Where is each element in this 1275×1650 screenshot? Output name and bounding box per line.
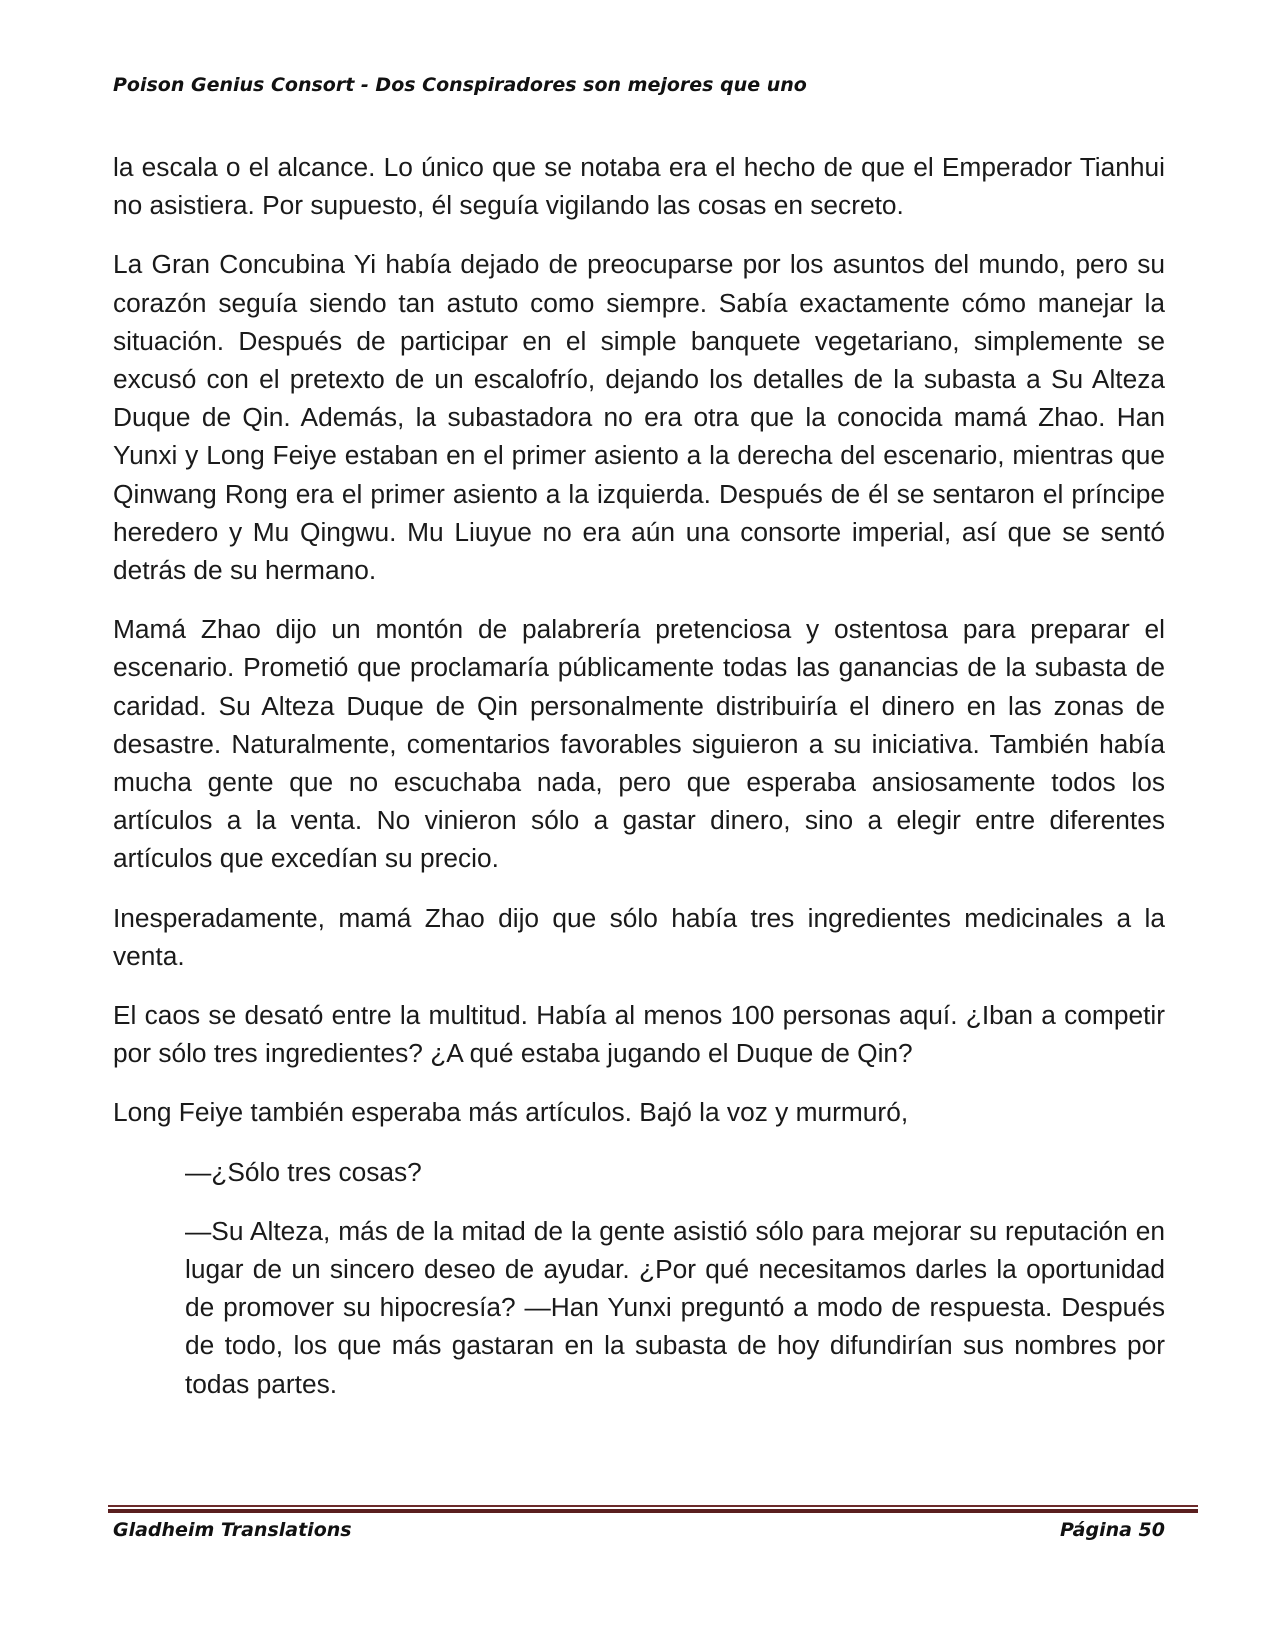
paragraph: El caos se desató entre la multitud. Había al menos 100 personas aquí. ¿Iban a competir por sólo tres ingredientes? ¿A qué estaba jugando el Duque de Qin? xyxy=(113,1000,1165,1069)
dialogue-paragraph: —Su Alteza, más de la mitad de la gente asistió sólo para mejorar su reputación en lugar de un sincero deseo de ayudar. ¿Por qué necesitamos darles la oportunidad de promover su hipocresía? —Han Yunxi preguntó a modo de respuesta. Después de todo, los que más gastaran en la subasta de hoy difundirían sus nombres por todas partes. xyxy=(185,1215,1165,1399)
page-header: Poison Genius Consort - Dos Conspiradores son mejores que uno xyxy=(113,74,807,96)
footer-divider xyxy=(108,1505,1198,1513)
page-footer xyxy=(113,1519,1165,1541)
paragraph: la escala o el alcance. Lo único que se notaba era el hecho de que el Emperador Tianhui no asistiera. Por supuesto, él seguía vigilando las cosas en secreto. xyxy=(113,152,1165,221)
paragraph: Mamá Zhao dijo un montón de palabrería pretenciosa y ostentosa para preparar el escenario. Prometió que proclamaría públicamente todas las ganancias de la subasta de caridad. Su Alteza Duque de Qin personalmente distribuiría el dinero en las zonas de desastre. Naturalmente, comentarios favorables siguieron a su iniciativa. También había mucha gente que no escuchaba nada, pero que esperaba ansiosamente todos los artículos a la venta. No vinieron sólo a gastar dinero, sino a elegir entre diferentes artículos que excedían su precio. xyxy=(113,614,1165,874)
footer-publisher: Gladheim Translations xyxy=(113,1519,352,1541)
paragraph: La Gran Concubina Yi había dejado de preocuparse por los asuntos del mundo, pero su corazón seguía siendo tan astuto como siempre. Sabía exactamente cómo manejar la situación. Después de participar en el simple banquete vegetariano, simplemente se excusó con el pretexto de un escalofrío, dejando los detalles de la subasta a Su Alteza Duque de Qin. Además, la subastadora no era otra que la conocida mamá Zhao. Han Yunxi y Long Feiye estaban en el primer asiento a la derecha del escenario, mientras que Qinwang Rong era el primer asiento a la izquierda. Después de él se sentaron el príncipe heredero y Mu Qingwu. Mu Liuyue no era aún una consorte imperial, así que se sentó detrás de su hermano. xyxy=(113,249,1165,586)
paragraph: Inesperadamente, mamá Zhao dijo que sólo había tres ingredientes medicinales a la venta. xyxy=(113,902,1165,971)
document-body xyxy=(113,148,1165,1424)
page-number: Página 50 xyxy=(1059,1519,1165,1541)
dialogue-paragraph: —¿Sólo tres cosas? xyxy=(185,1156,422,1187)
paragraph: Long Feiye también esperaba más artículos. Bajó la voz y murmuró, xyxy=(113,1097,909,1128)
